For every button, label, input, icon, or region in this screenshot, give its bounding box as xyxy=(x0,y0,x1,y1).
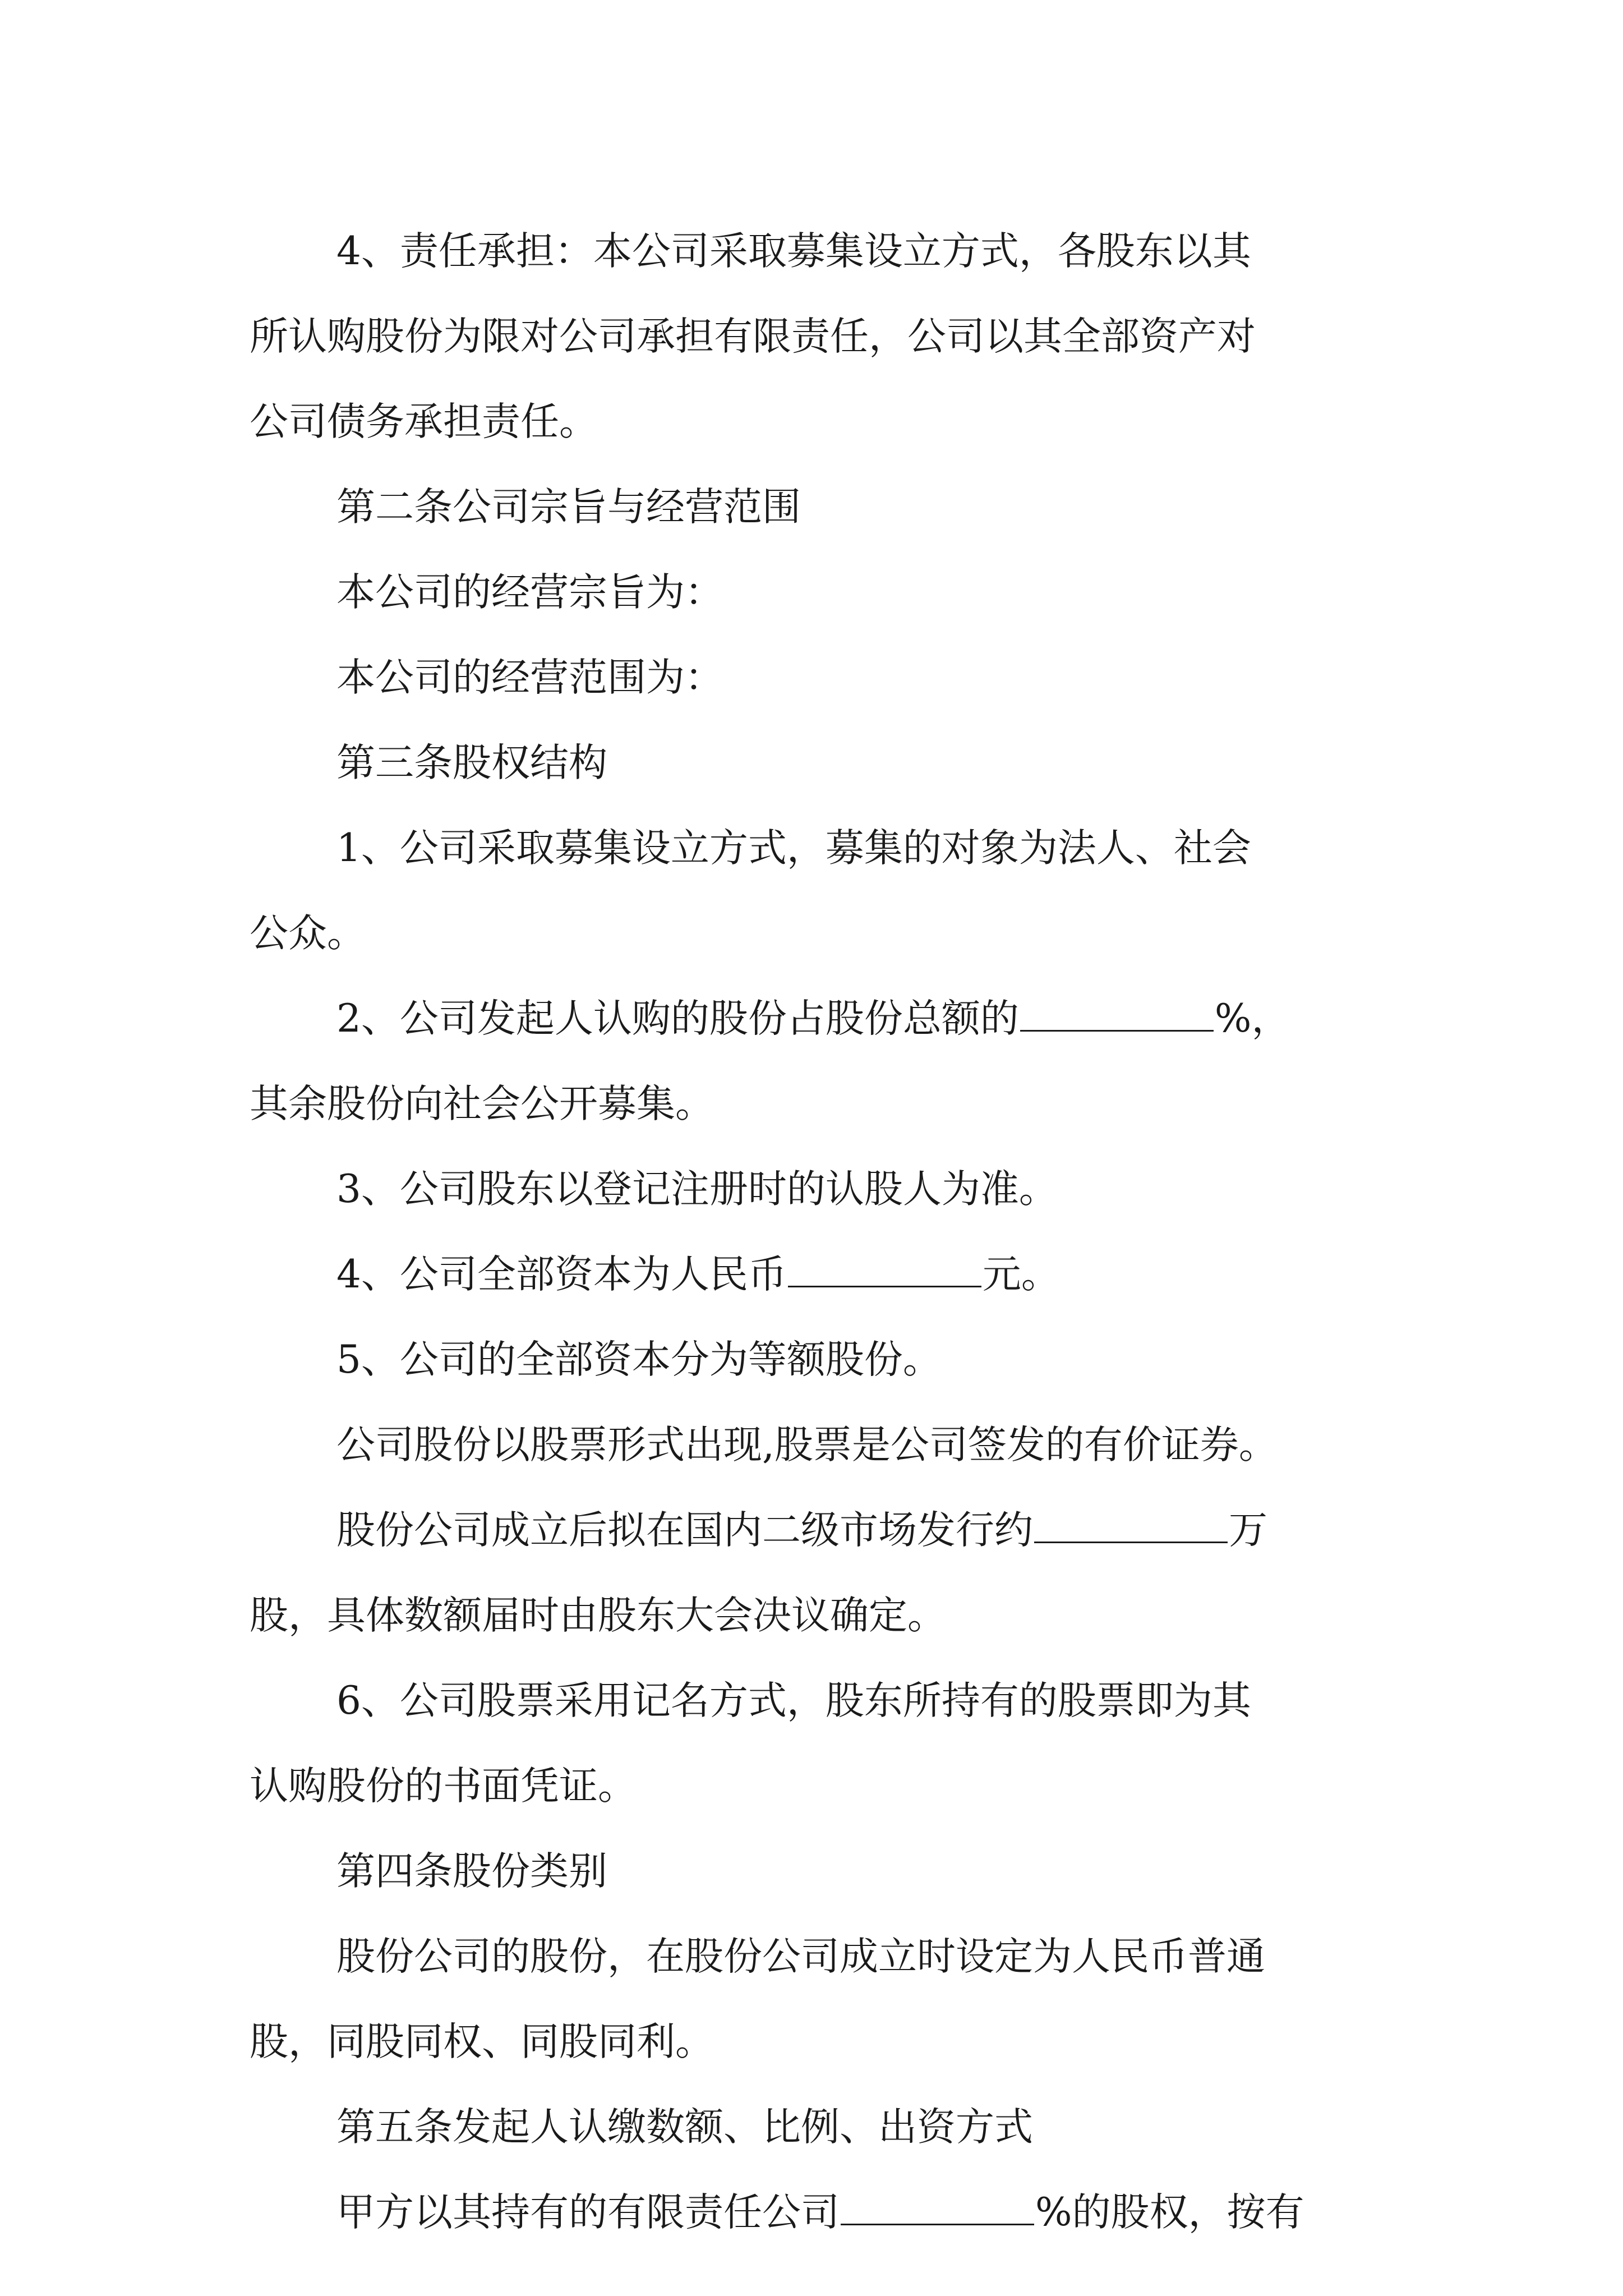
paragraph-line: 股，同股同权、同股同利。 xyxy=(250,2019,714,2064)
paragraph-line: 其余股份向社会公开募集。 xyxy=(250,1082,714,1126)
fill-in-blank[interactable] xyxy=(788,1252,981,1287)
article-heading: 第二条公司宗旨与经营范围 xyxy=(336,485,801,530)
fill-in-blank[interactable] xyxy=(1020,996,1214,1032)
paragraph-line: 认购股份的书面凭证。 xyxy=(250,1764,637,1809)
paragraph-line: 4、责任承担：本公司采取募集设立方式，各股东以其 xyxy=(336,229,1251,274)
paragraph-line: 6、公司股票采用记名方式，股东所持有的股票即为其 xyxy=(336,1678,1251,1723)
paragraph-line: 公司股份以股票形式出现,股票是公司签发的有价证券。 xyxy=(336,1423,1278,1467)
paragraph-line: 本公司的经营范围为： xyxy=(336,655,723,700)
paragraph-line: 股份公司成立后拟在国内二级市场发行约 万 xyxy=(336,1508,1267,1553)
paragraph-line: 所认购股份为限对公司承担有限责任，公司以其全部资产对 xyxy=(250,314,1256,359)
paragraph-line: 3、公司股东以登记注册时的认股人为准。 xyxy=(336,1167,1058,1212)
article-heading: 第三条股权结构 xyxy=(336,740,607,785)
paragraph-line: 4、公司全部资本为人民币 元。 xyxy=(336,1252,1060,1297)
document-body xyxy=(250,209,1388,2255)
paragraph-line: 2、公司发起人认购的股份占股份总额的 %， xyxy=(336,996,1290,1041)
paragraph-line: 5、公司的全部资本分为等额股份。 xyxy=(336,1337,942,1382)
paragraph-line: 股，具体数额届时由股东大会决议确定。 xyxy=(250,1593,946,1638)
paragraph-line: 1、公司采取募集设立方式，募集的对象为法人、社会 xyxy=(336,826,1251,871)
fill-in-blank[interactable] xyxy=(1034,1508,1228,1543)
paragraph-line: 公众。 xyxy=(250,911,366,956)
article-heading: 第四条股份类别 xyxy=(336,1849,607,1894)
paragraph-line: 本公司的经营宗旨为： xyxy=(336,570,723,615)
paragraph-line: 甲方以其持有的有限责任公司 %的股权，按有 xyxy=(336,2190,1304,2235)
paragraph-line: 公司债务承担责任。 xyxy=(250,399,598,444)
paragraph-line: 股份公司的股份，在股份公司成立时设定为人民币普通 xyxy=(336,1934,1265,1979)
article-heading: 第五条发起人认缴数额、比例、出资方式 xyxy=(336,2105,1033,2150)
fill-in-blank[interactable] xyxy=(841,2190,1034,2225)
